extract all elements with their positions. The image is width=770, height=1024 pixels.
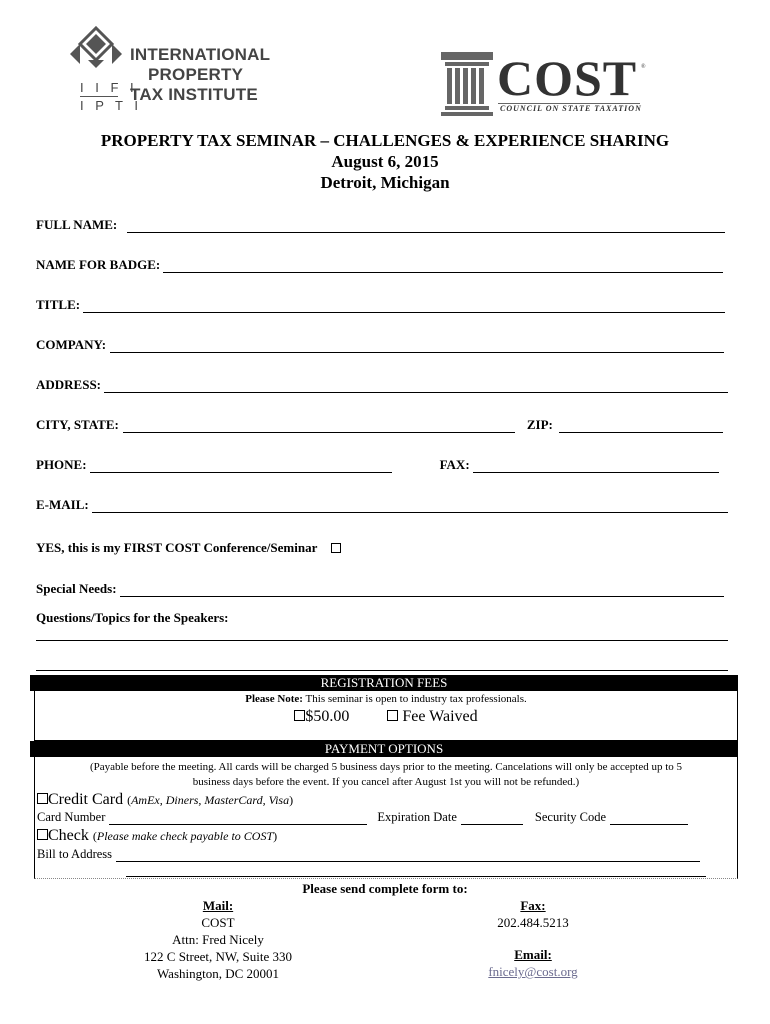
- phone-field[interactable]: [36, 457, 719, 473]
- first-conference-label: YES, this is my FIRST COST Conference/Seminar: [36, 540, 318, 555]
- email-label: E-MAIL:: [36, 497, 89, 512]
- ipti-mark-top: I I F I: [80, 80, 138, 95]
- email-heading: Email:: [514, 947, 552, 962]
- cost-column-icon: [441, 52, 493, 116]
- cost-registered-mark: ®: [641, 64, 646, 70]
- city-state-label: CITY, STATE:: [36, 417, 119, 432]
- address-label: ADDRESS:: [36, 377, 102, 392]
- bill-to-line-2[interactable]: [126, 876, 706, 877]
- fee-paid-checkbox[interactable]: [294, 710, 305, 721]
- credit-card-option[interactable]: Credit Card (AmEx, Diners, MasterCard, Visa): [37, 791, 293, 809]
- security-code-label: Security Code: [534, 810, 607, 824]
- phone-line[interactable]: [90, 460, 392, 473]
- title-field[interactable]: [36, 297, 725, 313]
- cost-subtitle: COUNCIL ON STATE TAXATION: [500, 104, 642, 113]
- fee-waived-label: Fee Waived: [402, 708, 478, 725]
- zip-label: ZIP:: [526, 417, 553, 432]
- registration-note-text: This seminar is open to industry tax professionals.: [305, 693, 527, 705]
- mail-block: [118, 897, 318, 982]
- bill-to-label: Bill to Address: [37, 847, 113, 861]
- registration-note: [35, 693, 737, 705]
- fax-heading: Fax:: [520, 898, 546, 913]
- ipti-line-2: PROPERTY: [148, 65, 244, 84]
- mail-heading: Mail:: [202, 898, 234, 913]
- mail-line-4: Washington, DC 20001: [156, 966, 280, 981]
- bill-to-line[interactable]: [116, 849, 700, 862]
- event-location: Detroit, Michigan: [320, 173, 450, 192]
- email-line[interactable]: [92, 500, 728, 513]
- questions-label: Questions/Topics for the Speakers:: [36, 610, 229, 625]
- send-form-instruction: Please send complete form to:: [302, 881, 468, 896]
- expiration-line[interactable]: [461, 812, 523, 825]
- credit-card-note: AmEx, Diners, MasterCard, Visa: [131, 793, 290, 807]
- special-needs-label: Special Needs:: [36, 581, 117, 596]
- credit-card-checkbox[interactable]: [37, 793, 48, 804]
- email-field[interactable]: [36, 497, 728, 513]
- mail-line-1: COST: [201, 915, 235, 930]
- bill-to-row: [37, 847, 700, 862]
- mail-line-3: 122 C Street, NW, Suite 330: [144, 949, 292, 964]
- ipti-line-3: TAX INSTITUTE: [130, 85, 258, 104]
- fax-block: [453, 897, 613, 931]
- card-number-label: Card Number: [37, 810, 106, 824]
- first-conference-checkbox[interactable]: [331, 543, 341, 553]
- fax-number: 202.484.5213: [497, 915, 569, 930]
- full-name-line[interactable]: [127, 220, 725, 233]
- badge-name-line[interactable]: [163, 260, 723, 273]
- phone-label: PHONE:: [36, 457, 87, 472]
- mail-line-2: Attn: Fred Nicely: [172, 932, 264, 947]
- email-link[interactable]: fnicely@cost.org: [488, 964, 578, 979]
- registration-options: [35, 708, 737, 726]
- registration-note-label: Please Note:: [245, 693, 303, 705]
- registration-fees-heading: REGISTRATION FEES: [30, 675, 738, 691]
- fax-label: FAX:: [439, 457, 470, 472]
- questions-line-1[interactable]: [36, 640, 728, 641]
- fee-option-waived[interactable]: [387, 708, 477, 725]
- special-needs-field[interactable]: [36, 581, 724, 597]
- payment-policy: [34, 760, 738, 790]
- fee-option-paid[interactable]: [294, 708, 353, 725]
- city-state-field[interactable]: [36, 417, 723, 433]
- cost-logo: [441, 52, 493, 116]
- title-label: TITLE:: [36, 297, 81, 312]
- full-name-label: FULL NAME:: [36, 217, 118, 232]
- ipti-line-1: INTERNATIONAL: [130, 45, 271, 64]
- fax-line[interactable]: [473, 460, 719, 473]
- check-label: Check: [48, 827, 89, 844]
- questions-line-2[interactable]: [36, 670, 728, 671]
- zip-line[interactable]: [559, 420, 723, 433]
- expiration-label: Expiration Date: [377, 810, 457, 824]
- card-number-line[interactable]: [109, 812, 367, 825]
- city-state-line[interactable]: [123, 420, 515, 433]
- first-conference-field[interactable]: [36, 540, 341, 556]
- card-details-row: [37, 810, 688, 825]
- page-title: PROPERTY TAX SEMINAR – CHALLENGES & EXPERIENCE SHARING: [100, 131, 670, 150]
- fee-paid-label: $50.00: [305, 708, 350, 725]
- ipti-wordmark: [130, 45, 270, 105]
- event-date: August 6, 2015: [331, 152, 439, 171]
- address-line[interactable]: [104, 380, 728, 393]
- payment-policy-line-1: (Payable before the meeting. All cards will be charged 5 business days prior to the meeting. Cancelations will only be accepted up to 5: [89, 761, 683, 773]
- company-label: COMPANY:: [36, 337, 107, 352]
- questions-field: [36, 610, 229, 626]
- badge-name-label: NAME FOR BADGE:: [36, 257, 161, 272]
- check-option[interactable]: Check (Please make check payable to COST): [37, 827, 277, 845]
- check-checkbox[interactable]: [37, 829, 48, 840]
- ipti-mark-divider: [80, 96, 118, 97]
- full-name-field[interactable]: [36, 217, 725, 233]
- address-field[interactable]: [36, 377, 728, 393]
- special-needs-line[interactable]: [120, 584, 724, 597]
- badge-name-field[interactable]: [36, 257, 723, 273]
- fee-waived-checkbox[interactable]: [387, 710, 398, 721]
- security-code-line[interactable]: [610, 812, 688, 825]
- credit-card-label: Credit Card: [48, 791, 124, 808]
- check-note: Please make check payable to COST: [96, 829, 274, 843]
- ipti-mark-bottom: I P T I: [80, 98, 142, 113]
- payment-options-heading: PAYMENT OPTIONS: [30, 741, 738, 757]
- title-line[interactable]: [83, 300, 725, 313]
- company-field[interactable]: [36, 337, 724, 353]
- registration-fees-box: [34, 691, 738, 741]
- payment-policy-line-2: business days before the event. If you cancel after August 1st you will not be refunded.): [192, 776, 580, 788]
- company-line[interactable]: [110, 340, 724, 353]
- email-block: [453, 946, 613, 980]
- header: [0, 130, 770, 193]
- cost-wordmark: COST: [497, 50, 638, 106]
